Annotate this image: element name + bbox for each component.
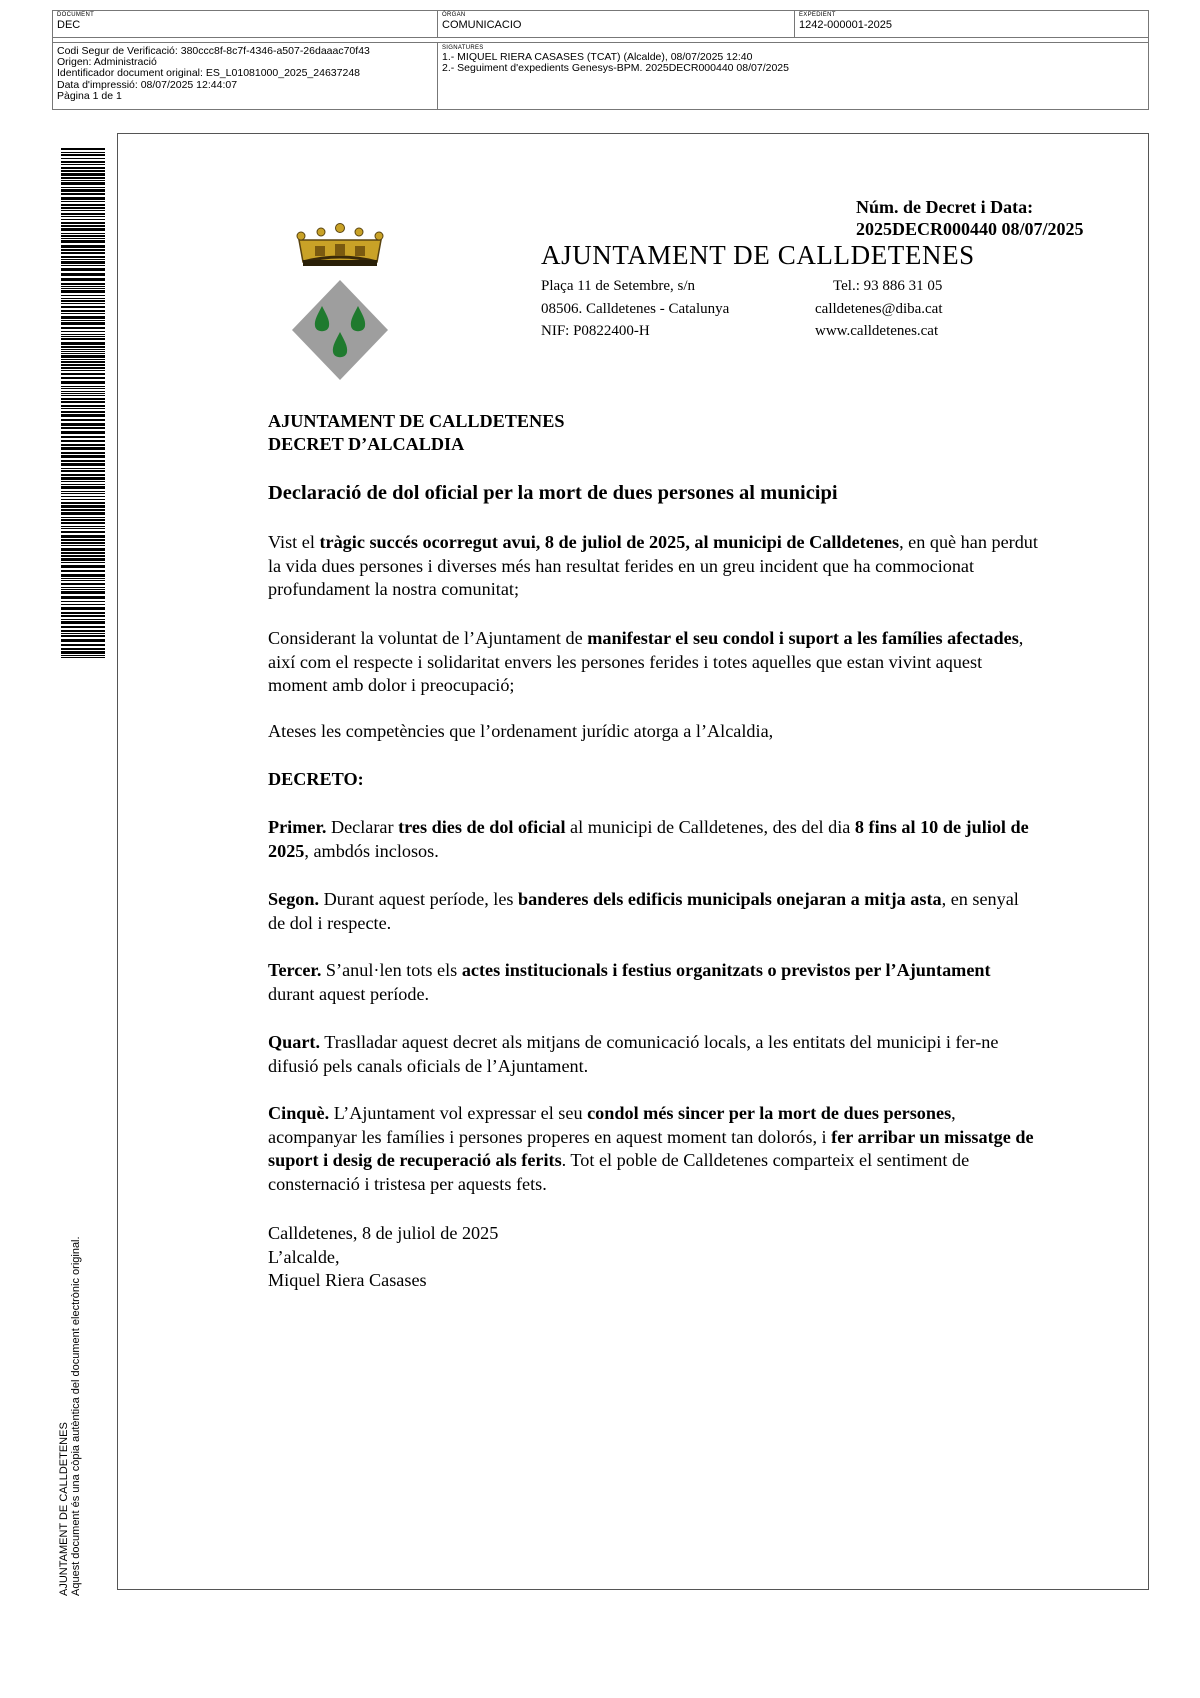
section-cinque <box>268 1102 1038 1196</box>
section-primer <box>268 816 1038 863</box>
sign-name: Miquel Riera Casases <box>268 1270 427 1290</box>
heading-org: AJUNTAMENT DE CALLDETENES <box>268 411 565 431</box>
side-org: AJUNTAMENT DE CALLDETENES <box>58 1422 70 1596</box>
p1-text-end: , en què han perdut la vida dues persones i diverses més han resultat ferides en un greu incident que ha commocionat profundament la nostra comunitat; <box>268 532 1038 599</box>
crown-icon <box>297 224 383 267</box>
document-title: Declaració de dol oficial per la mort de dues persones al municipi <box>268 482 838 504</box>
sign-place-date: Calldetenes, 8 de juliol de 2025 <box>268 1223 499 1243</box>
s3-text-c: durant aquest període. <box>268 983 430 1004</box>
org-name: AJUNTAMENT DE CALLDETENES <box>541 240 975 270</box>
metadata-header <box>52 10 1149 110</box>
p2-text-end: , així com el respecte i solidaritat envers les persones ferides i totes aquelles que estan vivint aquest moment amb dolor i preocupació; <box>268 628 1024 695</box>
signature-block <box>268 1222 1038 1293</box>
signatures-cell <box>438 43 1148 109</box>
page-count: Pàgina 1 de 1 <box>57 89 122 102</box>
address-block <box>541 275 729 343</box>
expedient-value: 1242-000001-2025 <box>799 19 892 31</box>
section-segon <box>268 888 1038 935</box>
decree-label: Núm. de Decret i Data: <box>856 197 1034 217</box>
address-line-2: 08506. Calldetenes - Catalunya <box>541 300 730 317</box>
p3-text: Ateses les competències que l’ordenament jurídic atorga a l’Alcaldia, <box>268 721 774 741</box>
paragraph-3 <box>268 720 1038 744</box>
s1-bold-b: tres dies de dol oficial <box>398 817 566 837</box>
section-quart <box>268 1031 1038 1078</box>
heading-block <box>268 410 1038 456</box>
document-type-cell <box>53 11 438 37</box>
s5-text-c: , acompanyar les famílies i persones properes en aquest moment tan dolorós, i <box>268 1103 956 1147</box>
s1-label: Primer. <box>268 817 327 837</box>
s4-text-a: Traslladar aquest decret als mitjans de comunicació locals, a les entitats del municipi i fer-ne difusió pels canals oficials de l’Ajuntament. <box>268 1032 999 1076</box>
decreto-heading: DECRETO: <box>268 769 364 789</box>
s3-text-a: S’anul·len tots els <box>321 960 462 980</box>
s5-text-a: L’Ajuntament vol expressar el seu <box>329 1103 588 1123</box>
phone: Tel.: 93 886 31 05 <box>833 278 943 294</box>
coat-of-arms-icon <box>285 222 395 382</box>
s2-bold-b: banderes dels edificis municipals onejaran a mitja asta <box>518 889 942 909</box>
signature-1: 1.- MIQUEL RIERA CASASES (TCAT) (Alcalde), 08/07/2025 12:40 <box>442 51 753 63</box>
paragraph-1 <box>268 531 1038 602</box>
contact-block <box>815 275 943 343</box>
side-authenticity-text <box>58 1236 82 1596</box>
print-date: Data d'impressió: 08/07/2025 12:44:07 <box>57 78 238 91</box>
paragraph-2 <box>268 627 1038 698</box>
document-label: DOCUMENT <box>57 12 95 18</box>
origin: Origen: Administració <box>57 56 157 69</box>
organ-cell <box>438 11 795 37</box>
s2-text-a: Durant aquest període, les <box>319 889 519 909</box>
s1-bold-d: 8 fins al 10 de juliol de 2025 <box>268 817 1029 861</box>
barcode <box>61 148 105 660</box>
p1-text: Vist el <box>268 532 320 552</box>
p2-bold: manifestar el seu condol i suport a les famílies afectades <box>587 628 1019 648</box>
p1-bold: tràgic succés ocorregut avui, 8 de juliol de 2025, al municipi de Calldetenes <box>319 532 900 552</box>
s2-text-c: , en senyal de dol i respecte. <box>268 889 1019 933</box>
web-link[interactable]: www.calldetenes.cat <box>815 323 939 339</box>
s3-bold-b: actes institucionals i festius organitzats o previstos per l’Ajuntament <box>461 960 991 980</box>
sign-role: L’alcalde, <box>268 1246 340 1267</box>
s5-text-e: . Tot el poble de Calldetenes comparteix el sentiment de consternació i tristesa per aquests fets. <box>268 1150 970 1194</box>
signature-2: 2.- Seguiment d'expedients Genesys-BPM. 2025DECR000440 08/07/2025 <box>442 62 789 75</box>
s4-label: Quart. <box>268 1032 321 1052</box>
s5-label: Cinquè. <box>268 1103 330 1123</box>
section-tercer <box>268 959 1038 1006</box>
original-id: Identificador document original: ES_L01081000_2025_24637248 <box>57 67 360 80</box>
heading-decree: DECRET D’ALCALDIA <box>268 434 465 454</box>
expedient-cell <box>795 11 1148 37</box>
nif: NIF: P0822400-H <box>541 323 650 339</box>
s3-label: Tercer. <box>268 960 322 980</box>
s5-bold-d: fer arribar un missatge de suport i desig de recuperació als ferits <box>268 1126 1034 1170</box>
s1-text-c: al municipi de Calldetenes, des del dia <box>565 817 855 837</box>
s2-label: Segon. <box>268 889 320 909</box>
email-link[interactable]: calldetenes@diba.cat <box>815 300 943 317</box>
organ-value: COMUNICACIO <box>442 19 522 31</box>
verification-cell <box>53 43 438 109</box>
expedient-label: EXPEDIENT <box>799 12 836 18</box>
signatures-label: SIGNATURES <box>442 45 484 51</box>
verification-code: Codi Segur de Verificació: 380ccc8f-8c7f-4346-a507-26daaac70f43 <box>57 45 370 57</box>
decree-number <box>856 196 1084 240</box>
s1-text-e: , ambdós inclosos. <box>304 840 439 861</box>
address-line-1: Plaça 11 de Setembre, s/n <box>541 278 695 294</box>
s1-text-a: Declarar <box>326 817 399 837</box>
decree-value: 2025DECR000440 08/07/2025 <box>856 219 1084 239</box>
organ-label: ÒRGAN <box>442 12 466 18</box>
p2-text: Considerant la voluntat de l’Ajuntament de <box>268 628 588 648</box>
document-value: DEC <box>57 19 81 31</box>
side-note: Aquest document és una còpia autèntica del document electrònic original. <box>70 1236 82 1596</box>
s5-bold-b: condol més sincer per la mort de dues persones <box>587 1103 952 1123</box>
